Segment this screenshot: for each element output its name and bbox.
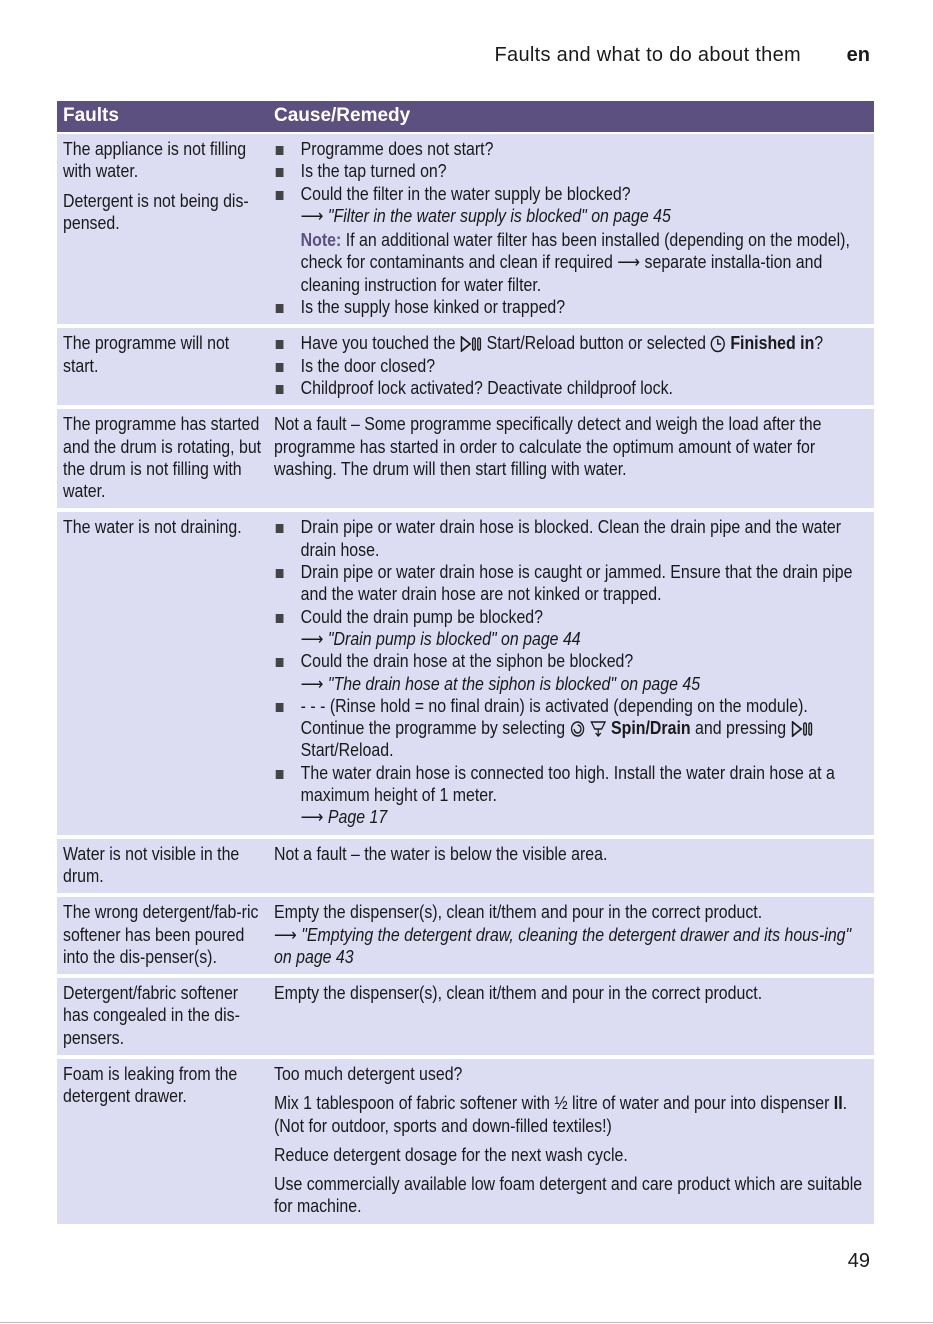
cross-reference-link[interactable]: "Drain pump is blocked" on page 44 [327,627,581,649]
drain-icon [589,720,606,738]
fault-text: Detergent is not being dis-pensed. [63,189,249,233]
fault-text: The programme will not start. [63,332,230,376]
clock-icon [710,335,725,353]
bullet-icon [276,385,284,394]
bullet-icon [276,363,284,372]
bottom-divider [0,1322,933,1323]
page-header [0,44,933,72]
arrow-icon: ⟶ [300,806,324,828]
arrow-icon: ⟶ [300,204,324,226]
fault-text: The appliance is not filling with water. [63,138,247,182]
bullet-icon [276,191,284,200]
remedy-text: Empty the dispenser(s), clean it/them and pour in the correct product. [274,982,763,1004]
table-row [57,134,874,324]
remedy-text: Reduce detergent dosage for the next wash cycle. [274,1143,628,1165]
start-reload-icon [460,336,482,352]
cross-reference-link[interactable]: "The drain hose at the siphon is blocked" on page 45 [327,672,701,694]
list-item: Could the drain hose at the siphon be blocked? ⟶ "The drain hose at the siphon is blocked" on page 45 [274,650,867,695]
bullet-icon [276,340,284,349]
page-number: 49 [847,1250,870,1272]
list-item: Drain pipe or water drain hose is blocked. Clean the drain pipe and the water drain hose. [274,516,867,561]
cross-reference-link[interactable]: Page 17 [327,806,388,828]
cross-reference-link[interactable]: "Filter in the water supply is blocked" on page 45 [327,204,671,226]
fault-text: The wrong detergent/fab-ric softener has been poured into the dis-penser(s). [63,901,259,967]
bullet-icon [276,168,284,177]
fault-text: Detergent/fabric softener has congealed in the dis-pensers. [63,982,240,1048]
col-header-faults: Faults [63,104,119,126]
bullet-icon [276,569,284,578]
remedy-text: Not a fault – Some programme specifically detect and weigh the load after the programme has started in order to calculate the optimum amount of water for washing. The drum will then start filling with water. [274,413,822,479]
table-row [57,512,874,834]
table-row [57,897,874,974]
remedy-text: Empty the dispenser(s), clean it/them and pour in the correct product. [274,901,763,923]
list-item: Have you touched the Start/Reload button or selected Finished in? [274,332,867,354]
list-item: Childproof lock activated? Deactivate childproof lock. [274,377,867,399]
arrow-icon: ⟶ [274,923,297,945]
list-item: Is the tap turned on? [274,160,867,182]
arrow-icon: ⟶ [300,672,324,694]
fault-text: Foam is leaking from the detergent drawer. [63,1062,238,1107]
table-row [57,1059,874,1224]
list-item: Drain pipe or water drain hose is caught or jammed. Ensure that the drain pipe and the water drain hose are not kinked or trapped. [274,561,867,606]
fault-text: The programme has started and the drum is rotating, but the drum is not filling with water. [63,413,262,502]
table-row [57,839,874,894]
arrow-icon: ⟶ [617,251,641,273]
col-header-remedy: Cause/Remedy [274,104,411,126]
table-row [57,328,874,405]
arrow-icon: ⟶ [300,627,324,649]
list-item: Programme does not start? [274,138,867,160]
list-item: Is the door closed? [274,355,867,377]
remedy-text: Use commercially available low foam detergent and care product which are suitable for machine. [274,1173,863,1217]
cross-reference-link[interactable]: "Emptying the detergent draw, cleaning the detergent drawer and its hous-ing" on page 43 [274,923,852,967]
remedy-text: Mix 1 tablespoon of fabric softener with ½ litre of water and pour into dispenser II. (Not for outdoor, sports and down-filled textiles!) [274,1092,848,1136]
table-row [57,978,874,1055]
fault-text: The water is not draining. [63,516,242,538]
list-item: Could the filter in the water supply be blocked? ⟶ "Filter in the water supply is blocked" on page 45 Note: If an additional water filter has been installed (depending on the model), check for contaminants and clean if required ⟶ separate installa-tion and cleaning instruction for water filter. [274,183,867,296]
table-row [57,409,874,508]
bullet-icon [276,658,284,667]
header-language: en [846,44,870,66]
list-item: The water drain hose is connected too high. Install the water drain hose at a maximum height of 1 meter. ⟶ Page 17 [274,762,867,829]
bullet-icon [276,304,284,313]
note: Note: If an additional water filter has been installed (depending on the model), check for contaminants and clean if required ⟶ separate installa-tion and cleaning instruction for water filter. [300,229,850,295]
start-reload-icon [791,721,813,737]
bullet-icon [276,146,284,155]
remedy-text: Too much detergent used? [274,1062,463,1084]
faults-table [57,101,874,1228]
fault-text: Water is not visible in the drum. [63,842,240,886]
header-title: Faults and what to do about them [494,44,801,66]
spin-icon [570,720,585,738]
list-item: - - - (Rinse hold = no final drain) is activated (depending on the module). Continue the programme by selecting Spin/Drain and pressing Start/Reload. [274,695,867,762]
list-item: Is the supply hose kinked or trapped? [274,296,867,318]
list-item: Could the drain pump be blocked? ⟶ "Drain pump is blocked" on page 44 [274,606,867,651]
bullet-icon [276,703,284,712]
table-header [57,101,874,132]
bullet-icon [276,614,284,623]
bullet-icon [276,770,284,779]
bullet-icon [276,524,284,533]
remedy-text: Not a fault – the water is below the visible area. [274,842,608,864]
